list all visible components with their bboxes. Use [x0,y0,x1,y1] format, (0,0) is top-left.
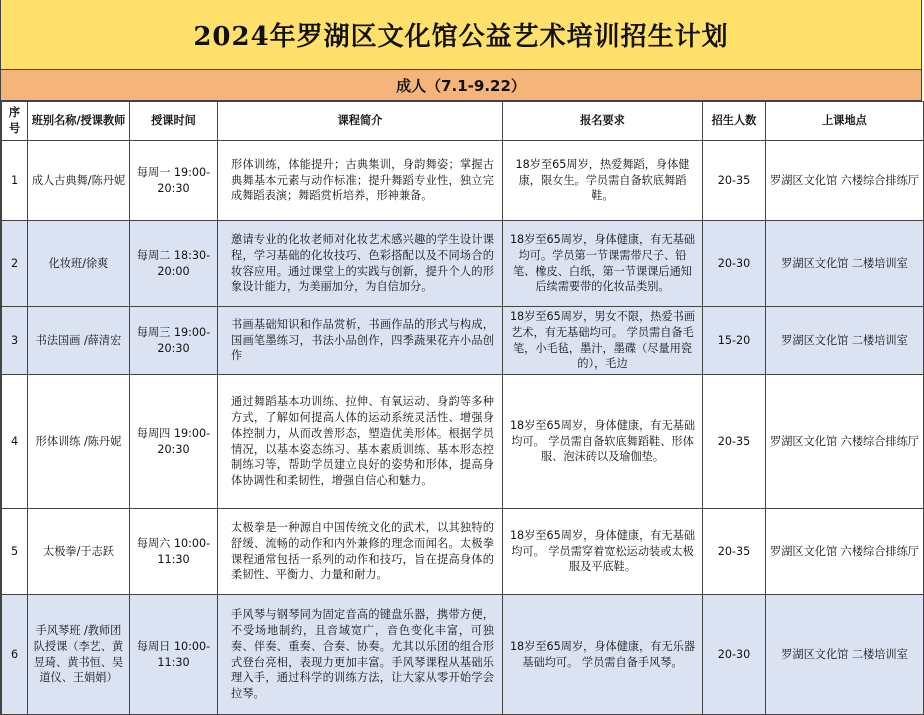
schedule-table [1,101,924,715]
row-req[interactable]: 18岁至65周岁，热爱舞蹈，身体健康，限女生。学员需自备软底舞蹈鞋。 [503,141,703,221]
row-count[interactable]: 20-30 [703,221,766,307]
row-count[interactable]: 20-35 [703,375,766,509]
row-req[interactable]: 18岁至65周岁，身体健康，有无基础均可。学员第一节课需带尺子、铅笔、橡皮、白纸，第一节课课后通知后续需要带的化妆品类别。 [503,221,703,307]
row-req[interactable]: 18岁至65周岁，身体健康，有无基础均可。 学员需穿着宽松运动装或太极服及平底鞋。 [503,509,703,595]
header-req: 报名要求 [503,102,703,141]
row-time[interactable]: 每周日 10:00-11:30 [130,595,218,715]
row-count[interactable]: 20-35 [703,509,766,595]
table-row [2,509,924,595]
row-count[interactable]: 20-30 [703,595,766,715]
header-count: 招生人数 [703,102,766,141]
row-count[interactable]: 15-20 [703,307,766,375]
header-desc: 课程简介 [218,102,503,141]
row-time[interactable]: 每周四 19:00-20:30 [130,375,218,509]
row-class[interactable]: 成人古典舞/陈丹妮 [28,141,130,221]
row-place[interactable]: 罗湖区文化馆 二楼培训室 [766,221,924,307]
row-desc[interactable]: 手风琴与钢琴同为固定音高的键盘乐器，携带方便，不受场地制约，且音域宽广，音色变化丰富，可独奏、伴奏、重奏、合奏、协奏。尤其以乐团的组合形式登台亮相，表现力更加丰富。手风琴课程从基础乐理入手，通过科学的训练方法，让大家从零开始学会拉琴。 [218,595,503,715]
row-class[interactable]: 太极拳/于志跃 [28,509,130,595]
header-no: 序号 [2,102,28,141]
row-place[interactable]: 罗湖区文化馆 二楼培训室 [766,307,924,375]
header-class: 班别名称/授课教师 [28,102,130,141]
row-req[interactable]: 18岁至65周岁，男女不限，热爱书画艺术，有无基础均可。 学员需自备毛笔，小毛毡，墨汁，墨碟（尽量用瓷的），毛边 [503,307,703,375]
row-class[interactable]: 化妆班/徐爽 [28,221,130,307]
row-time[interactable]: 每周一 19:00-20:30 [130,141,218,221]
row-time[interactable]: 每周三 19:00-20:30 [130,307,218,375]
row-class[interactable]: 形体训练 /陈丹妮 [28,375,130,509]
table-row [2,141,924,221]
row-count[interactable]: 20-35 [703,141,766,221]
row-req[interactable]: 18岁至65周岁，身体健康，有无乐器基础均可。 学员需自备手风琴。 [503,595,703,715]
row-desc[interactable]: 书画基础知识和作品赏析，书画作品的形式与构成，国画笔墨练习，书法小品创作，四季蔬果花卉小品创作 [218,307,503,375]
table-row [2,595,924,715]
row-place[interactable]: 罗湖区文化馆 二楼培训室 [766,595,924,715]
row-no[interactable]: 5 [2,509,28,595]
table-row [2,307,924,375]
row-no[interactable]: 6 [2,595,28,715]
row-place[interactable]: 罗湖区文化馆 六楼综合排练厅 [766,375,924,509]
row-time[interactable]: 每周二 18:30-20:00 [130,221,218,307]
row-desc[interactable]: 通过舞蹈基本功训练、拉伸、有氧运动、身韵等多种方式，了解如何提高人体的运动系统灵活性、增强身体控制力，从而改善形态，塑造优美形体。根据学员情况，以基本姿态练习、基本素质训练、基本形态控制练习等，帮助学员建立良好的姿势和形体，提高身体协调性和柔韧性，增强自信心和魅力。 [218,375,503,509]
row-class[interactable]: 手风琴班 /教师团队授课（李艺、黄昱琦、黄书恒、吴道仪、王娟娟） [28,595,130,715]
header-time: 授课时间 [130,102,218,141]
header-row [2,102,924,141]
row-class[interactable]: 书法国画 /薛清宏 [28,307,130,375]
row-place[interactable]: 罗湖区文化馆 六楼综合排练厅 [766,509,924,595]
row-no[interactable]: 2 [2,221,28,307]
table-row [2,375,924,509]
table-row [2,221,924,307]
row-desc[interactable]: 邀请专业的化妆老师对化妆艺术感兴趣的学生设计课程，学习基础的化妆技巧、色彩搭配以及不同场合的妆容应用。通过课堂上的实践与创新，提升个人的形象设计能力，为美丽加分，为自信加分。 [218,221,503,307]
row-desc[interactable]: 太极拳是一种源自中国传统文化的武术，以其独特的舒缓、流畅的动作和内外兼修的理念而闻名。太极拳课程通常包括一系列的动作和技巧，旨在提高身体的柔韧性、平衡力、力量和耐力。 [218,509,503,595]
row-req[interactable]: 18岁至65周岁，身体健康，有无基础均可。 学员需自备软底舞蹈鞋、形体服、泡沫砖以及瑜伽垫。 [503,375,703,509]
row-no[interactable]: 4 [2,375,28,509]
row-desc[interactable]: 形体训练，体能提升；古典集训，身韵舞姿；掌握古典舞基本元素与动作标准；提升舞蹈专业性，独立完成舞蹈表演；舞蹈赏析培养，形神兼备。 [218,141,503,221]
row-place[interactable]: 罗湖区文化馆 六楼综合排练厅 [766,141,924,221]
row-time[interactable]: 每周六 10:00-11:30 [130,509,218,595]
section-header: 成人（7.1-9.22） [1,70,921,101]
row-no[interactable]: 3 [2,307,28,375]
page-title: 2024年罗湖区文化馆公益艺术培训招生计划 [1,0,921,70]
header-place: 上课地点 [766,102,924,141]
row-no[interactable]: 1 [2,141,28,221]
